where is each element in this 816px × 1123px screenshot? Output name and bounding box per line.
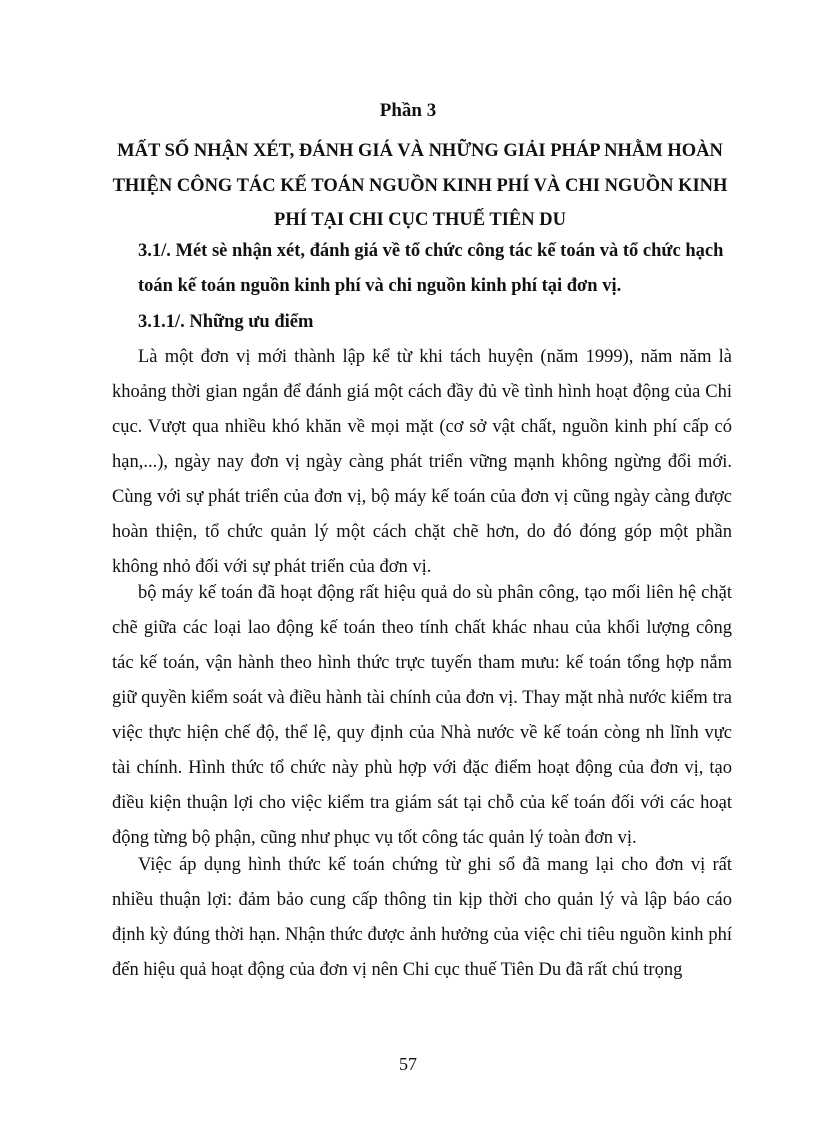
paragraph-2: bộ máy kế toán đã hoạt động rất hiệu quả do sù phân công, tạo mối liên hệ chặt chẽ giữa các loại lao động kế toán theo tính chất khác nhau của khối lượng công tác kế toán, vận hành theo hình thức trực tuyến tham mưu: kế toán tổng hợp nắm giữ quyền kiểm soát và điều hành tài chính của đơn vị. Thay mặt nhà nước kiểm tra việc thực hiện chế độ, thể lệ, quy định của Nhà nước về kế toán còng nh lĩnh vực tài chính. Hình thức tổ chức này phù hợp với đặc điểm hoạt động của đơn vị, tạo điều kiện thuận lợi cho việc kiểm tra giám sát tại chỗ của kế toán đối với các hoạt động từng bộ phận, cũng như phục vụ tốt công tác quản lý toàn đơn vị. xyxy=(112,583,732,848)
paragraph-1: Là một đơn vị mới thành lập kể từ khi tách huyện (năm 1999), năm năm là khoảng thời gian ngắn để đánh giá một cách đầy đủ về tình hình hoạt động của Chi cục. Vượt qua nhiều khó khăn về mọi mặt (cơ sở vật chất, nguồn kinh phí cấp có hạn,...), ngày nay đơn vị ngày càng phát triển vững mạnh không ngừng đổi mới. Cùng với sự phát triển của đơn vị, bộ máy kế toán của đơn vị cũng ngày càng được hoàn thiện, tổ chức quản lý một cách chặt chẽ hơn, do đó đóng góp một phần không nhỏ đối với sự phát triển của đơn vị. xyxy=(112,347,732,577)
section-title-text: 3.1/. Mét sè nhận xét, đánh giá về tổ chức công tác kế toán và tổ chức hạch toán kế toán nguồn kinh phí và chi nguồn kinh phí tại đơn vị. xyxy=(138,241,724,296)
part-title: Phần 3 xyxy=(379,100,437,121)
chapter-title: MẤT SỐ NHẬN XÉT, ĐÁNH GIÁ VÀ NHỮNG GIẢI PHÁP NHẰM HOÀN THIỆN CÔNG TÁC KẾ TOÁN NGUỒN KINH PHÍ VÀ CHI NGUỒN KINH PHÍ TẠI CHI CỤC THUẾ TIÊN DU xyxy=(112,141,728,230)
page-number: 57 xyxy=(399,1054,417,1074)
section-title xyxy=(112,234,728,304)
subsection-title: 3.1.1/. Những ưu điểm xyxy=(138,312,314,332)
paragraph-3: Việc áp dụng hình thức kế toán chứng từ ghi sổ đã mang lại cho đơn vị rất nhiều thuận lợi: đảm bảo cung cấp thông tin kịp thời cho quản lý và lập báo cáo định kỳ đúng thời hạn. Nhận thức được ảnh hưởng của việc chi tiêu nguồn kinh phí đến hiệu quả hoạt động của đơn vị nên Chi cục thuế Tiên Du đã rất chú trọng xyxy=(112,855,732,980)
